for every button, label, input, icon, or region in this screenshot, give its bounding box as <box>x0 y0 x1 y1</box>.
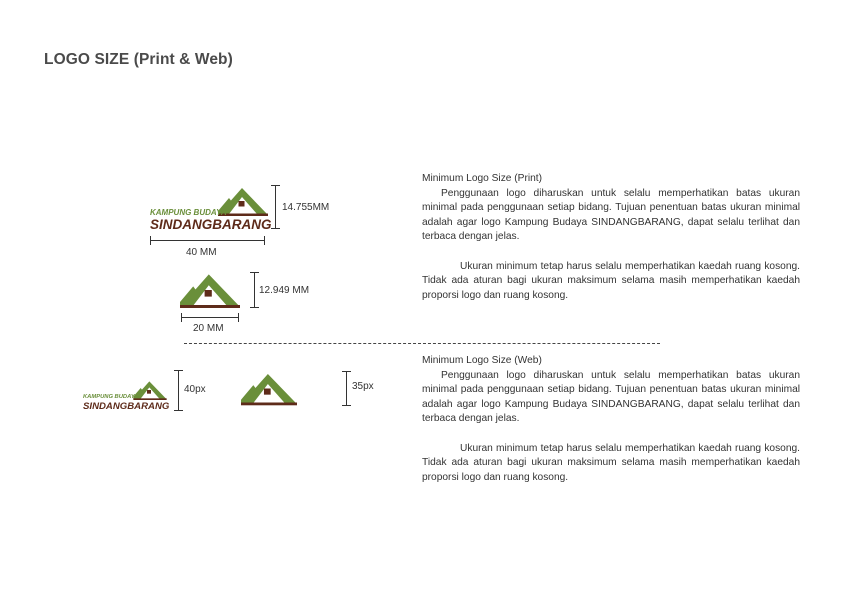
house-mountain-icon <box>180 272 240 308</box>
dimension-tick <box>181 313 182 322</box>
page-title: LOGO SIZE (Print & Web) <box>44 51 233 68</box>
dimension-line-vertical <box>178 370 179 411</box>
print-description <box>422 172 800 303</box>
web-description <box>422 354 800 485</box>
dimension-tick <box>250 272 259 273</box>
dimension-line-horizontal <box>181 317 239 318</box>
dimension-tick <box>264 236 265 245</box>
web-logo-height-label: 40px <box>184 384 206 395</box>
dimension-tick <box>271 185 280 186</box>
dimension-line-vertical <box>346 371 347 406</box>
web-description-heading: Minimum Logo Size (Web) <box>422 355 542 366</box>
print-description-paragraph: Penggunaan logo diharuskan untuk selalu memperhatikan batas ukuran minimal pada penggunaan setiap bidang. Tujuan penentuan batas ukuran minimal adalah agar logo Kampung Budaya SINDANGBARANG, dapat selalu terlihat dan terbaca dengan jelas. <box>422 187 800 243</box>
print-logo-height-label: 14.755MM <box>282 202 330 213</box>
dimension-line-vertical <box>275 185 276 229</box>
logo-tagline: KAMPUNG BUDAYA <box>150 208 227 217</box>
dimension-line-vertical <box>254 272 255 308</box>
house-mountain-icon <box>241 371 297 406</box>
web-icon-height-label: 35px <box>352 381 374 392</box>
dimension-tick <box>342 371 351 372</box>
dimension-tick <box>250 307 259 308</box>
print-full-logo <box>150 186 272 232</box>
print-icon-width-label: 20 MM <box>193 323 224 334</box>
dimension-tick <box>238 313 239 322</box>
print-icon-height-label: 12.949 MM <box>259 285 310 296</box>
dimension-tick <box>150 236 151 245</box>
web-description-paragraph: Penggunaan logo diharuskan untuk selalu memperhatikan batas ukuran minimal pada penggunaan setiap bidang. Tujuan penentuan batas ukuran minimal adalah agar logo Kampung Budaya SINDANGBARANG, dapat selalu terlihat dan terbaca dengan jelas. <box>422 369 800 425</box>
dimension-tick <box>174 370 183 371</box>
dimension-tick <box>342 405 351 406</box>
dimension-tick <box>271 228 280 229</box>
web-full-logo <box>83 380 168 412</box>
dimension-tick <box>174 410 183 411</box>
web-description-paragraph: Ukuran minimum tetap harus selalu memperhatikan kaedah ruang kosong. Tidak ada aturan bagi ukuran maksimum selama masih memperhatikan kaedah proporsi logo dan ruang kosong. <box>422 442 800 483</box>
section-divider <box>184 343 660 344</box>
print-description-heading: Minimum Logo Size (Print) <box>422 173 543 184</box>
logo-name: SINDANGBARANG <box>83 400 170 412</box>
dimension-line-horizontal <box>150 240 265 241</box>
print-description-paragraph: Ukuran minimum tetap harus selalu memperhatikan kaedah ruang kosong. Tidak ada aturan bagi ukuran maksimum selama masih memperhatikan kaedah proporsi logo dan ruang kosong. <box>422 260 800 301</box>
print-logo-width-label: 40 MM <box>186 247 217 258</box>
logo-tagline: KAMPUNG BUDAYA <box>83 394 139 400</box>
logo-name: SINDANGBARANG <box>150 217 272 232</box>
